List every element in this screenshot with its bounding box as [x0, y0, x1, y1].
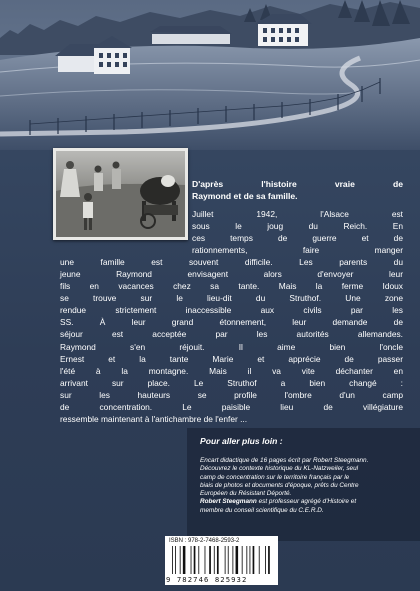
synopsis-line: ces temps de guerre et de: [192, 233, 403, 244]
synopsis-line: rendue strictement inaccessible aux civils par les: [60, 305, 403, 316]
author-name: Robert Steegmann: [200, 498, 257, 506]
isbn-label: ISBN : 978-2-7468-2593-2: [169, 538, 240, 544]
synopsis-line: de concentration. Le paisible lieu de villégiature: [60, 401, 403, 412]
farm-landscape-illustration: [0, 0, 420, 150]
info-line: camp de concentration sur le territoire français par le: [200, 473, 350, 481]
info-line: membre du conseil scientifique du C.E.R.D.: [200, 506, 324, 514]
synopsis-line: Ernest et la tante Marie et apprécie de passer: [60, 353, 403, 364]
synopsis-line: Juillet 1942, l'Alsace est: [192, 209, 403, 219]
author-role: est professeur agrégé d'Histoire et: [256, 498, 357, 506]
synopsis-text: [60, 208, 403, 425]
synopsis-line: rationnements, faire manger: [192, 245, 403, 256]
intro-line-1: D'après l'histoire vraie de: [192, 179, 403, 189]
info-line: Encart didactique de 16 pages écrit par Robert Steegmann.: [200, 457, 369, 464]
synopsis-line: arrivant sur place. Le Struthof a bien changé :: [60, 377, 403, 388]
further-reading-text: [200, 457, 405, 515]
synopsis-line: SS. À leur grand étonnement, leur demande de: [60, 317, 403, 328]
info-line: biais de photos et documents d'époque, prêts du Centre: [200, 481, 359, 489]
synopsis-line: sous le joug du Reich. En: [192, 221, 403, 232]
further-reading-title: Pour aller plus loin :: [200, 436, 283, 446]
synopsis-line: Raymond s'en réjouit. Il aime bien l'oncle: [60, 341, 403, 352]
barcode-bars: [172, 546, 270, 574]
info-line: Européen du Résistant Déporté.: [200, 490, 292, 498]
synopsis-line: sur les hauteurs se profile l'ombre d'un camp: [60, 389, 403, 400]
synopsis-line: séjour est acceptée par les autorités allemandes.: [60, 329, 403, 340]
synopsis-line: l'été à la montagne. Mais il va vite déchanter en: [60, 365, 403, 376]
ean-digits: 9 782746 825932: [166, 575, 248, 584]
synopsis-line: ressemble maintenant à l'antichambre de l'enfer ...: [60, 413, 248, 424]
synopsis-line: une famille est souvent difficile. Les parents du: [60, 257, 403, 268]
synopsis-line: se trouve sur le lieu-dit du Struthof. Une zone: [60, 293, 403, 304]
info-line: Découvrez le contexte historique du KL-Natzweiler, seul: [200, 465, 359, 473]
synopsis-line: fils en vacances chez sa tante. Mais la ferme Idoux: [60, 281, 403, 292]
synopsis-line: jeune Raymond envisagent alors d'envoyer leur: [60, 269, 403, 280]
info-author-line: [200, 498, 405, 506]
intro-line-2: Raymond et de sa famille.: [192, 191, 298, 201]
